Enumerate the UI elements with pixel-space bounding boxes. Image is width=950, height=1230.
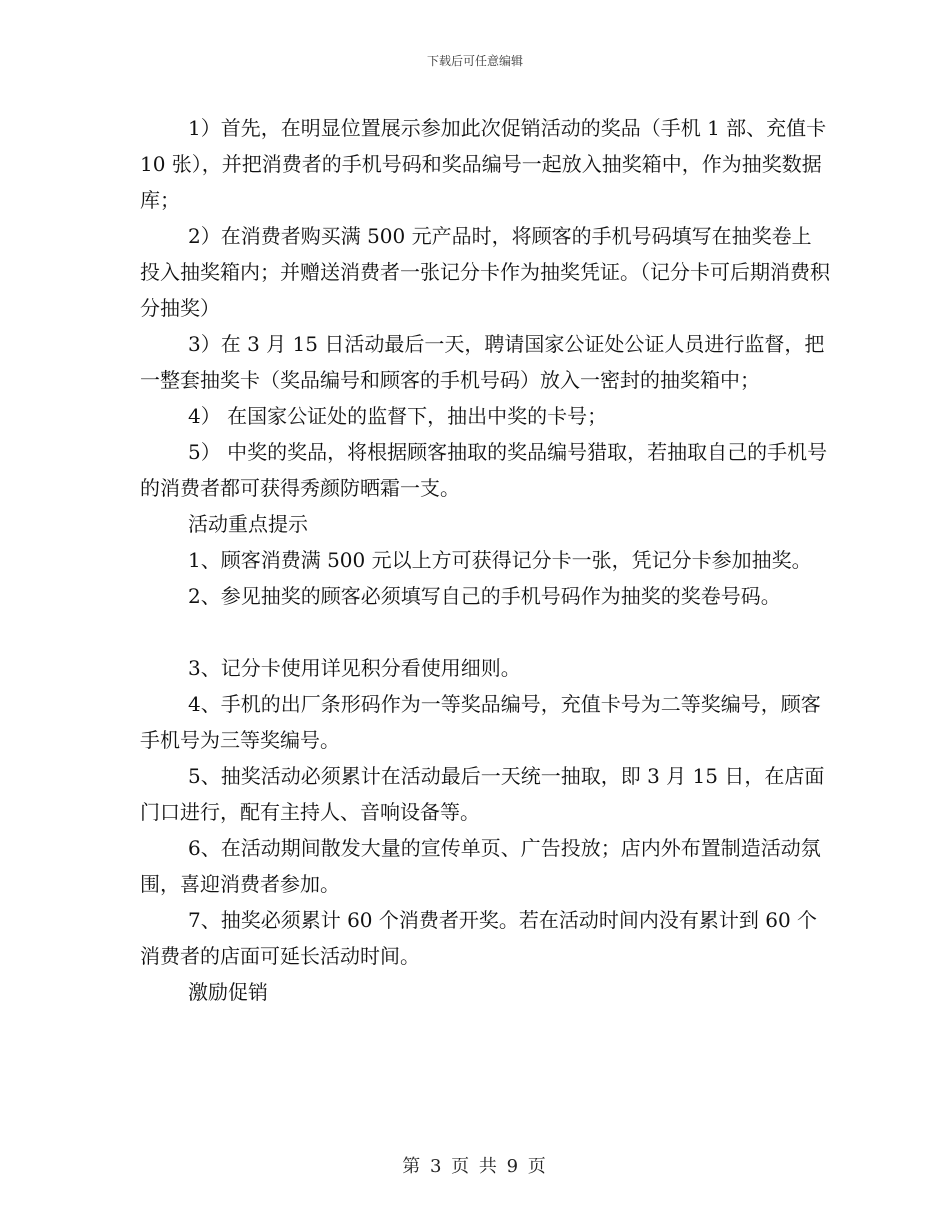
paragraph-step-5: 5） 中奖的奖品，将根据顾客抽取的奖品编号猎取，若抽取自己的手机号的消费者都可获得秀颜防晒霜一支。 <box>140 440 828 500</box>
blank-line <box>140 614 830 650</box>
paragraph-step-3: 3）在 3 月 15 日活动最后一天，聘请国家公证处公证人员进行监督，把一整套抽奖卡（奖品编号和顾客的手机号码）放入一密封的抽奖箱中； <box>140 332 825 392</box>
section-heading-key-tips: 活动重点提示 <box>188 512 308 536</box>
tip-4: 4、手机的出厂条形码作为一等奖品编号，充值卡号为二等奖编号，顾客手机号为三等奖编号。 <box>140 692 821 752</box>
paragraph-step-4: 4） 在国家公证处的监督下，抽出中奖的卡号； <box>188 404 608 428</box>
tip-3: 3、记分卡使用详见积分看使用细则。 <box>188 656 521 680</box>
tip-1: 1、顾客消费满 500 元以上方可获得记分卡一张，凭记分卡参加抽奖。 <box>188 548 812 572</box>
section-heading-incentive: 激励促销 <box>188 980 268 1004</box>
header-note: 下载后可任意编辑 <box>426 54 523 68</box>
tip-2: 2、参见抽奖的顾客必须填写自己的手机号码作为抽奖的奖卷号码。 <box>188 584 781 608</box>
paragraph-step-2: 2）在消费者购买满 500 元产品时，将顾客的手机号码填写在抽奖卷上投入抽奖箱内；并赠送消费者一张记分卡作为抽奖凭证。（记分卡可后期消费积分抽奖） <box>140 224 830 320</box>
document-body <box>140 110 830 1010</box>
page-number: 第 3 页 共 9 页 <box>402 1156 548 1177</box>
tip-7: 7、抽奖必须累计 60 个消费者开奖。若在活动时间内没有累计到 60 个消费者的店面可延长活动时间。 <box>140 908 818 968</box>
tip-6: 6、在活动期间散发大量的宣传单页、广告投放；店内外布置制造活动氛围，喜迎消费者参加。 <box>140 836 821 896</box>
paragraph-step-1: 1）首先，在明显位置展示参加此次促销活动的奖品（手机 1 部、充值卡 10 张），并把消费者的手机号码和奖品编号一起放入抽奖箱中，作为抽奖数据库； <box>140 116 827 212</box>
tip-5: 5、抽奖活动必须累计在活动最后一天统一抽取，即 3 月 15 日，在店面门口进行，配有主持人、音响设备等。 <box>140 764 825 824</box>
